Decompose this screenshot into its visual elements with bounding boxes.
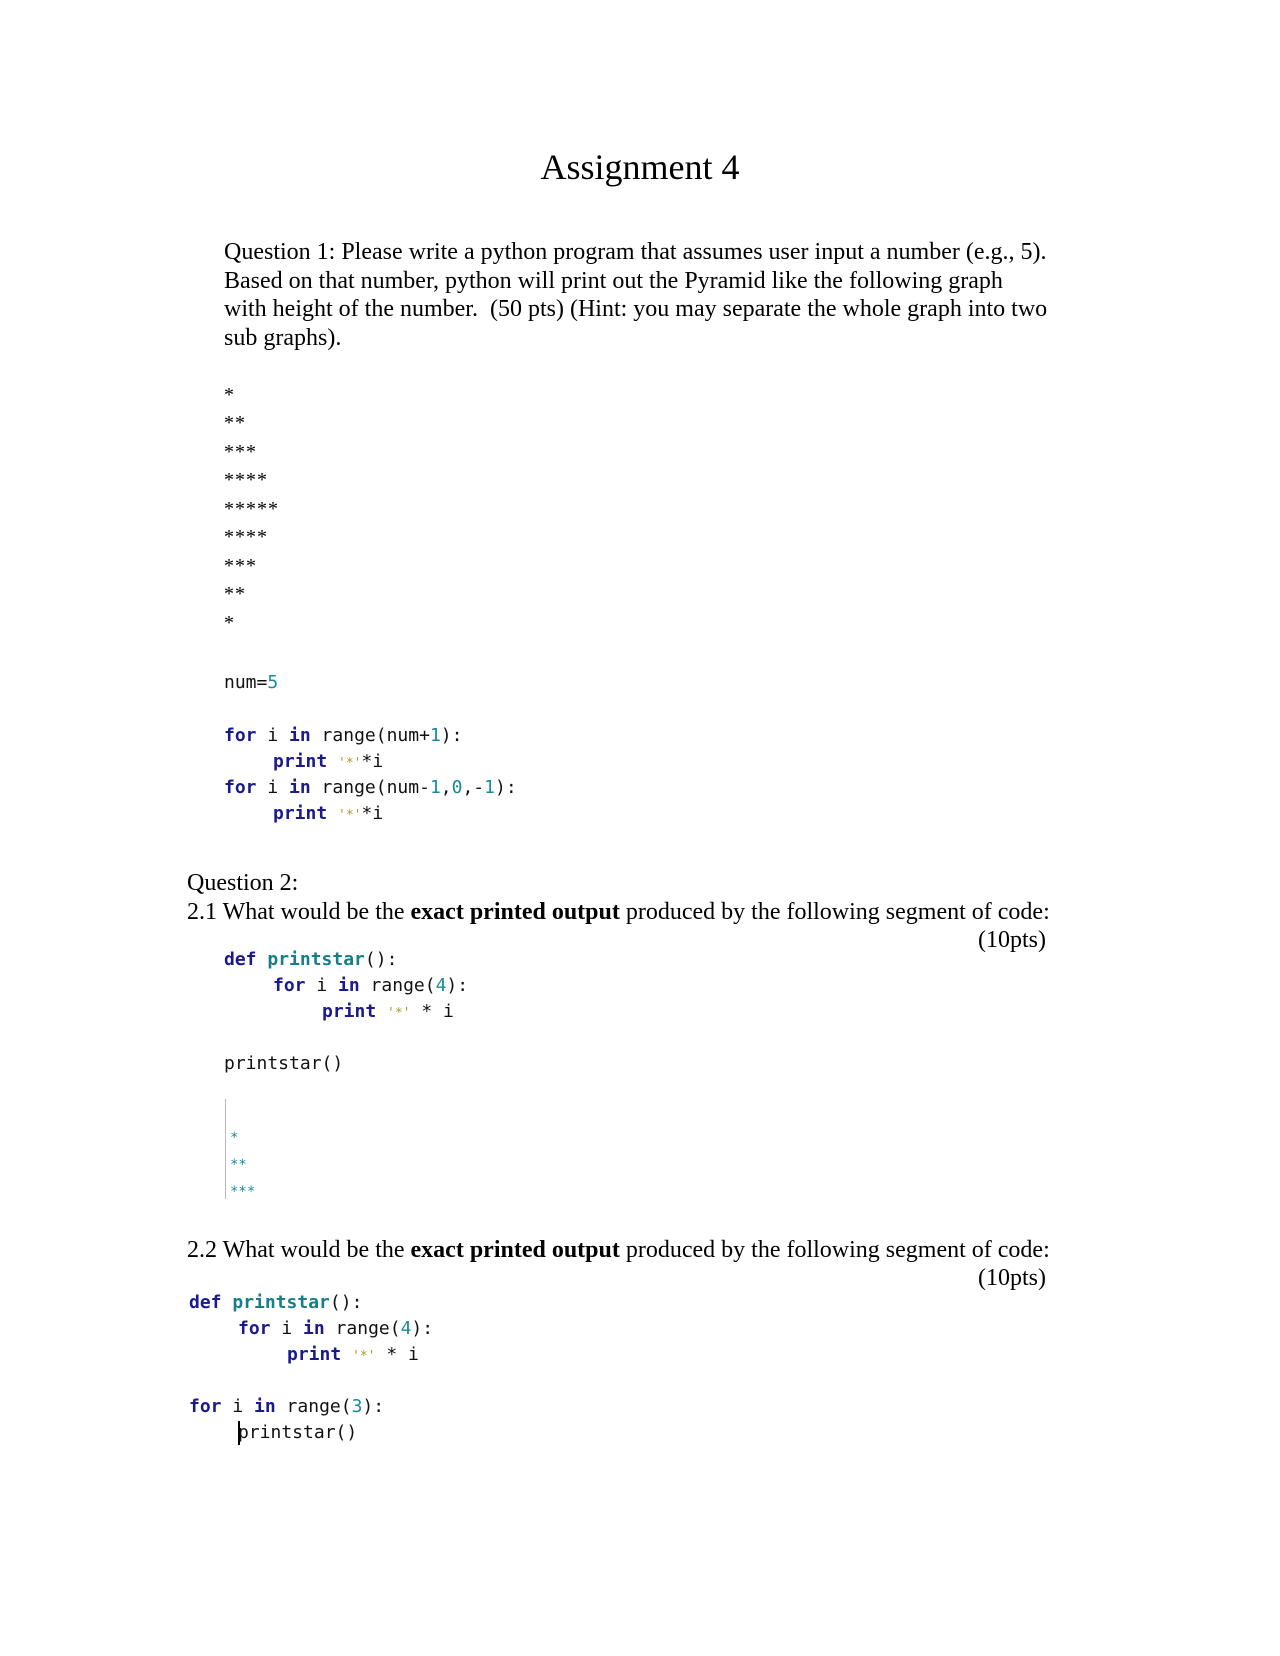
text-run: 2.2 What would be the bbox=[187, 1237, 411, 1263]
code-keyword: for bbox=[189, 1396, 222, 1417]
code-token: (): bbox=[329, 1292, 363, 1313]
code-line bbox=[189, 1394, 384, 1420]
code-line bbox=[287, 1342, 419, 1370]
code-token: * i bbox=[375, 1344, 419, 1365]
question-1-line: sub graphs). bbox=[224, 325, 342, 351]
code-keyword: in bbox=[289, 777, 311, 798]
question-2-heading: Question 2: bbox=[187, 870, 299, 896]
question-1-line: Based on that number, python will print out the Pyramid like the following graph bbox=[224, 268, 1003, 294]
code-token: i bbox=[256, 777, 290, 798]
code-token: (): bbox=[364, 949, 398, 970]
code-number: 4 bbox=[400, 1318, 412, 1339]
pyramid-row: ** bbox=[224, 583, 246, 605]
code-keyword: in bbox=[338, 975, 360, 996]
code-keyword: print bbox=[287, 1344, 342, 1365]
question-1-line: Question 1: Please write a python program that assumes user input a number (e.g., 5). bbox=[224, 239, 1047, 265]
question-2-1-text bbox=[187, 898, 1050, 927]
output-divider bbox=[225, 1099, 226, 1199]
code-keyword: def bbox=[189, 1292, 222, 1313]
code-token: i bbox=[256, 725, 290, 746]
code-string: '*' bbox=[338, 808, 362, 823]
code-token: range( bbox=[324, 1318, 401, 1339]
code-keyword: for bbox=[273, 975, 306, 996]
code-token: *i bbox=[361, 751, 384, 772]
points-label: (10pts) bbox=[978, 1265, 1046, 1291]
code-line bbox=[322, 999, 454, 1027]
code-token: , bbox=[440, 777, 452, 798]
code-keyword: in bbox=[254, 1396, 276, 1417]
code-keyword: print bbox=[273, 751, 328, 772]
code-keyword: print bbox=[273, 803, 328, 824]
text-run: 2.1 What would be the bbox=[187, 899, 411, 925]
code-token: ,- bbox=[462, 777, 485, 798]
code-token: range( bbox=[275, 1396, 352, 1417]
pyramid-row: ** bbox=[224, 412, 246, 434]
text-run: produced by the following segment of code: bbox=[619, 899, 1050, 925]
code-string: '*' bbox=[352, 1349, 376, 1364]
code-keyword: in bbox=[289, 725, 311, 746]
code-line bbox=[273, 801, 383, 829]
code-number: 5 bbox=[267, 672, 279, 693]
pyramid-row: **** bbox=[224, 469, 268, 491]
code-line bbox=[224, 723, 462, 749]
code-token: num bbox=[224, 672, 257, 693]
code-keyword: def bbox=[224, 949, 257, 970]
code-keyword: print bbox=[322, 1001, 377, 1022]
code-line: printstar() bbox=[238, 1422, 358, 1443]
code-keyword: in bbox=[303, 1318, 325, 1339]
code-line bbox=[224, 947, 397, 973]
code-function-name: printstar bbox=[267, 949, 365, 970]
code-keyword: for bbox=[224, 777, 257, 798]
code-keyword: for bbox=[224, 725, 257, 746]
text-run: produced by the following segment of code: bbox=[619, 1237, 1050, 1263]
code-token: * i bbox=[410, 1001, 454, 1022]
code-token: ): bbox=[495, 777, 517, 798]
bold-text: exact printed output bbox=[410, 1237, 620, 1263]
code-token: i bbox=[221, 1396, 255, 1417]
pyramid-row: **** bbox=[224, 526, 268, 548]
code-line bbox=[273, 749, 383, 777]
code-number: 0 bbox=[451, 777, 463, 798]
code-token: ): bbox=[411, 1318, 434, 1339]
code-token: range( bbox=[359, 975, 436, 996]
bold-text: exact printed output bbox=[410, 899, 620, 925]
code-number: 1 bbox=[484, 777, 495, 798]
page-title: Assignment 4 bbox=[540, 147, 740, 187]
question-1-line: with height of the number. (50 pts) (Hint: you may separate the whole graph into two bbox=[224, 296, 1048, 322]
pyramid-row: ***** bbox=[224, 498, 279, 520]
output-row: ** bbox=[230, 1157, 247, 1173]
output-row: * bbox=[230, 1130, 239, 1146]
code-number: 1 bbox=[429, 725, 441, 746]
code-line: printstar() bbox=[224, 1053, 344, 1074]
code-function-name: printstar bbox=[232, 1292, 330, 1313]
code-line bbox=[224, 670, 278, 696]
code-token: *i bbox=[361, 803, 384, 824]
code-token: = bbox=[256, 672, 268, 693]
code-number: 3 bbox=[351, 1396, 363, 1417]
code-token: ): bbox=[362, 1396, 385, 1417]
code-string: '*' bbox=[338, 756, 362, 771]
code-token: ): bbox=[440, 725, 463, 746]
pyramid-row: *** bbox=[224, 555, 257, 577]
points-label: (10pts) bbox=[978, 927, 1046, 953]
code-string: '*' bbox=[387, 1006, 411, 1021]
code-token: range(num- bbox=[310, 777, 430, 798]
code-line bbox=[273, 973, 468, 999]
pyramid-row: * bbox=[224, 612, 235, 634]
code-token: ): bbox=[446, 975, 469, 996]
code-number: 1 bbox=[429, 777, 441, 798]
code-token: i bbox=[270, 1318, 304, 1339]
pyramid-row: *** bbox=[224, 441, 257, 463]
code-keyword: for bbox=[238, 1318, 271, 1339]
code-token: range(num+ bbox=[310, 725, 430, 746]
code-line bbox=[238, 1316, 433, 1342]
code-line bbox=[224, 775, 517, 801]
code-token: i bbox=[305, 975, 339, 996]
code-line bbox=[189, 1290, 362, 1316]
question-2-2-text bbox=[187, 1236, 1050, 1265]
output-row: *** bbox=[230, 1184, 256, 1200]
code-number: 4 bbox=[435, 975, 447, 996]
pyramid-row: * bbox=[224, 384, 235, 406]
